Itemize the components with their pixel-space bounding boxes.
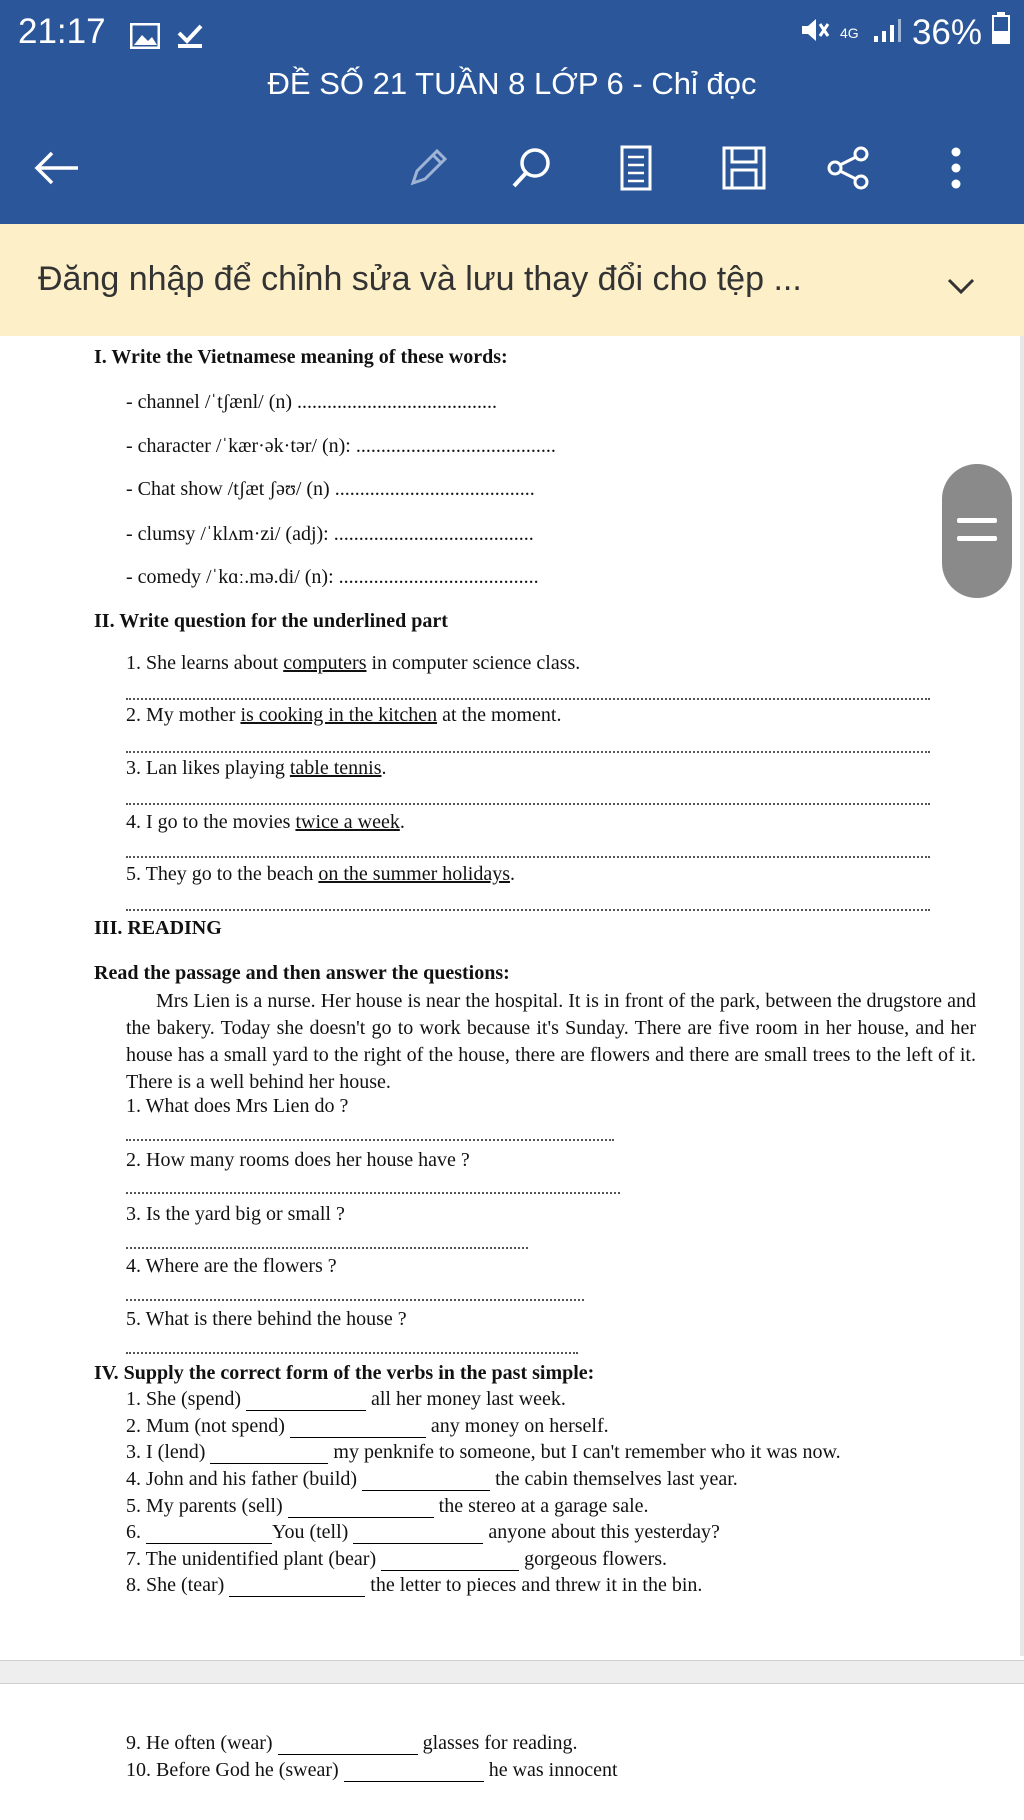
page-break — [0, 1660, 1024, 1684]
reading-question: 3. Is the yard big or small ? — [126, 1203, 345, 1225]
verb-exercise-item: 1. She (spend) all her money last week. — [126, 1388, 566, 1410]
vocab-item: - clumsy /ˈklʌm·zi/ (adj): ........................................ — [126, 523, 534, 545]
answer-blank[interactable] — [210, 1445, 328, 1464]
question-item: 5. They go to the beach on the summer holidays. — [126, 863, 515, 885]
more-vertical-icon — [948, 145, 964, 191]
question-item: 2. My mother is cooking in the kitchen at the moment. — [126, 704, 562, 726]
reading-question: 2. How many rooms does her house have ? — [126, 1149, 470, 1171]
answer-line — [126, 909, 930, 911]
toolbar — [0, 130, 1024, 200]
save-button[interactable] — [716, 140, 772, 196]
question-item: 1. She learns about computers in computer science class. — [126, 652, 581, 674]
answer-line — [126, 1247, 528, 1249]
verb-exercise-item: 3. I (lend) my penknife to someone, but I can't remember who it was now. — [126, 1441, 841, 1463]
save-icon — [721, 145, 767, 191]
reading-question: 5. What is there behind the house ? — [126, 1308, 407, 1330]
question-item: 3. Lan likes playing table tennis. — [126, 757, 387, 779]
search-icon — [509, 145, 555, 191]
share-button[interactable] — [820, 140, 876, 196]
app-header — [0, 0, 1024, 224]
battery-level: 36% — [911, 12, 982, 52]
fast-scroll-handle[interactable] — [942, 464, 1012, 598]
reading-view-button[interactable] — [608, 140, 664, 196]
answer-line — [126, 751, 930, 753]
answer-blank[interactable] — [229, 1578, 365, 1597]
battery-icon — [992, 12, 1010, 53]
page-edge — [1020, 336, 1024, 1656]
answer-blank[interactable] — [353, 1525, 483, 1544]
section3-heading: III. READING — [94, 917, 222, 939]
download-done-icon — [176, 18, 204, 58]
answer-blank[interactable] — [362, 1472, 490, 1491]
vocab-item: - comedy /ˈkɑː.mə.di/ (n): ........................................ — [126, 566, 539, 588]
pencil-icon — [405, 145, 451, 191]
banner-text: Đăng nhập để chỉnh sửa và lưu thay đổi cho tệp ... — [38, 260, 802, 298]
back-button[interactable] — [28, 140, 84, 196]
verb-exercise-item: 10. Before God he (swear) he was innocent — [126, 1759, 618, 1781]
section4-heading: IV. Supply the correct form of the verbs in the past simple: — [94, 1362, 595, 1384]
verb-exercise-item: 8. She (tear) the letter to pieces and threw it in the bin. — [126, 1574, 703, 1596]
vocab-item: - channel /ˈtʃænl/ (n) ........................................ — [126, 391, 498, 413]
verb-exercise-item: 2. Mum (not spend) any money on herself. — [126, 1415, 609, 1437]
mute-icon — [800, 13, 830, 53]
answer-blank[interactable] — [278, 1736, 418, 1755]
chevron-down-icon[interactable] — [946, 266, 976, 305]
vocab-item: - character /ˈkær·ək·tər/ (n): ........................................ — [126, 435, 556, 457]
vocab-item: - Chat show /tʃæt ʃəʊ/ (n) ........................................ — [126, 478, 535, 500]
reading-view-icon — [616, 144, 656, 192]
sign-in-banner[interactable] — [0, 224, 1024, 336]
verb-exercise-item: 6. You (tell) anyone about this yesterday? — [126, 1521, 720, 1543]
section2-heading: II. Write question for the underlined part — [94, 610, 448, 632]
verb-exercise-item: 4. John and his father (build) the cabin themselves last year. — [126, 1468, 738, 1490]
answer-line — [126, 1139, 614, 1141]
edit-button[interactable] — [400, 140, 456, 196]
network-type-label: 4G — [839, 24, 859, 41]
answer-blank[interactable] — [381, 1552, 519, 1571]
answer-line — [126, 1192, 620, 1194]
answer-blank[interactable] — [290, 1419, 426, 1438]
answer-line — [126, 1299, 584, 1301]
document-title: ĐỀ SỐ 21 TUẦN 8 LỚP 6 - Chỉ đọc — [267, 66, 757, 101]
gallery-notification-icon — [130, 18, 160, 58]
answer-blank[interactable] — [288, 1499, 434, 1518]
reading-passage: Mrs Lien is a nurse. Her house is near the hospital. It is in front of the park, between the drugstore and the bakery. Today she doesn't go to work because it's Sunday. There are five room in her house, and her house has a small yard to the right of the house, there are flowers and there are small trees to the left of it. There is a well behind her house. — [126, 990, 976, 1093]
section1-heading: I. Write the Vietnamese meaning of these words: — [94, 346, 508, 368]
verb-exercise-item: 7. The unidentified plant (bear) gorgeous flowers. — [126, 1548, 668, 1570]
more-options-button[interactable] — [928, 140, 984, 196]
answer-line — [126, 1352, 578, 1354]
status-time: 21:17 — [18, 12, 106, 51]
answer-blank[interactable] — [246, 1392, 366, 1411]
status-bar — [18, 8, 1010, 56]
arrow-left-icon — [32, 150, 80, 186]
signal-icon — [872, 13, 902, 53]
answer-line — [126, 856, 930, 858]
answer-line — [126, 803, 930, 805]
reading-question: 1. What does Mrs Lien do ? — [126, 1095, 349, 1117]
answer-blank[interactable] — [344, 1763, 484, 1782]
section3-subheading: Read the passage and then answer the questions: — [94, 962, 510, 984]
answer-line — [126, 698, 930, 700]
verb-exercise-item: 5. My parents (sell) the stereo at a garage sale. — [126, 1495, 649, 1517]
verb-exercise-item: 9. He often (wear) glasses for reading. — [126, 1732, 578, 1754]
reading-question: 4. Where are the flowers ? — [126, 1255, 337, 1277]
search-button[interactable] — [504, 140, 560, 196]
share-icon — [825, 145, 871, 191]
answer-blank[interactable] — [146, 1525, 272, 1544]
question-item: 4. I go to the movies twice a week. — [126, 811, 405, 833]
